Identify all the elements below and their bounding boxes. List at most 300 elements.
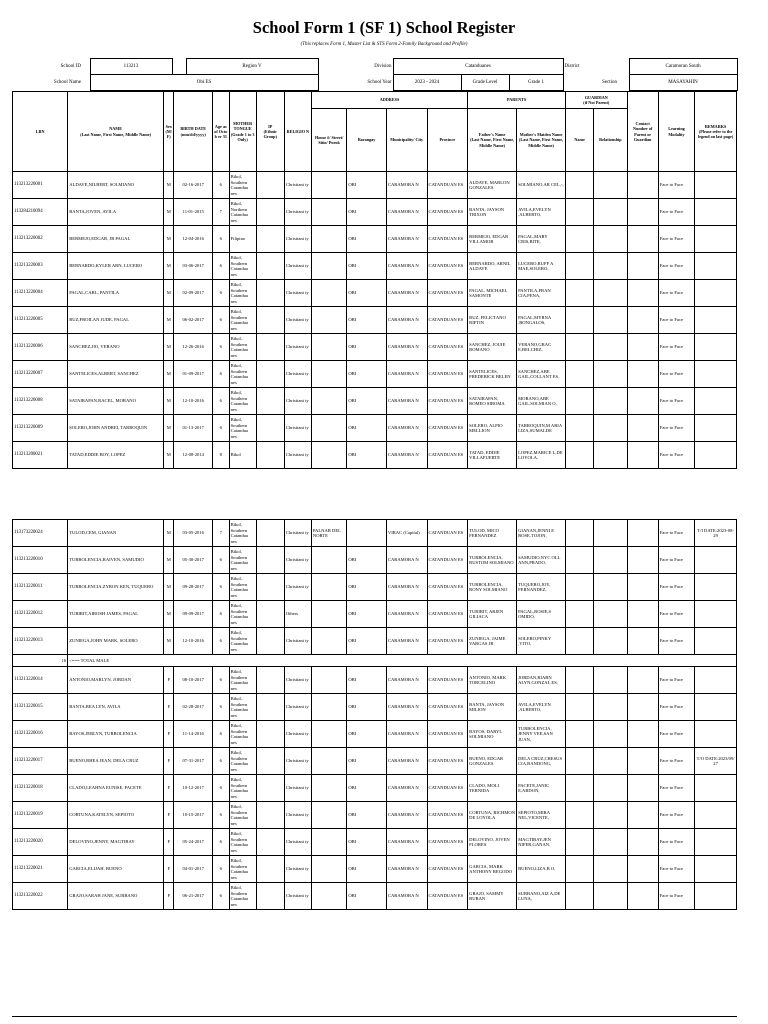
school-name-value: Obi ES [90,75,318,91]
col-age: Age as of Octob er 31 [212,92,229,172]
cell-birthdate: 12-10-2016 [174,628,213,655]
school-year-label: School Year [367,79,392,85]
cell-guardian-relationship [594,334,627,361]
cell-municipality: CARAMORA N [386,775,427,802]
table-row [13,883,737,910]
cell-guardian-relationship [594,775,627,802]
col-mother: Mother's Maiden Name (Last Name, First Name, Middle Name) [517,109,566,172]
cell-age: 7 [212,520,229,547]
cell-guardian-relationship [594,172,627,199]
cell-birthdate: 02-16-2017 [174,172,213,199]
cell-name: GRAJO,SARAH JANE, SURBANO [68,883,164,910]
cell-lrn: 113213220020 [13,829,68,856]
total-male-row [13,655,737,667]
cell-sex: F [164,883,174,910]
cell-ip [256,601,284,628]
cell-guardian-name [566,721,594,748]
cell-mother: TUQUERO,JOY, FERNANDEZ, [517,574,566,601]
cell-birthdate: 09-09-2017 [174,601,213,628]
cell-mother: LUCERO,RUFF A MAE,SOLERO, [517,253,566,280]
cell-municipality: CARAMORA N [386,856,427,883]
cell-guardian-relationship [594,667,627,694]
cell-remarks [695,199,737,226]
register-table-page1 [12,91,737,469]
cell-mother-tongue: Bikol, Southern Catandua nes [229,307,256,334]
table-row [13,280,737,307]
cell-province: CATANDUAN ES [427,280,468,307]
cell-contact [627,721,658,748]
cell-remarks [695,172,737,199]
cell-remarks [695,226,737,253]
cell-house [311,748,346,775]
cell-age: 6 [212,883,229,910]
cell-house [311,334,346,361]
cell-learning-modality: Face to Face [658,388,694,415]
cell-province: CATANDUAN ES [427,442,468,469]
cell-age: 8 [212,442,229,469]
cell-sex: M [164,253,174,280]
cell-mother: SOLMIANO,AR CEL,-, [517,172,566,199]
cell-guardian-relationship [594,829,627,856]
cell-municipality: CARAMORA N [386,172,427,199]
cell-father: SANCHEZ, JOUIE ROMANO [468,334,517,361]
cell-lrn: 113213220003 [13,253,68,280]
cell-age: 6 [212,721,229,748]
cell-learning-modality: Face to Face [658,172,694,199]
cell-municipality: CARAMORA N [386,883,427,910]
cell-house [311,802,346,829]
table-row [13,226,737,253]
cell-municipality: CARAMORA N [386,547,427,574]
cell-religion: Christiani ty [284,415,311,442]
cell-ip [256,721,284,748]
cell-house [311,280,346,307]
cell-municipality: CARAMORA N [386,442,427,469]
cell-province: CATANDUAN ES [427,829,468,856]
cell-religion: Christiani ty [284,442,311,469]
cell-mother-tongue: Bikol, Southern Catandua nes [229,574,256,601]
cell-learning-modality: Face to Face [658,883,694,910]
cell-guardian-relationship [594,415,627,442]
cell-religion: Christiani ty [284,829,311,856]
cell-lrn: 113213220015 [13,694,68,721]
cell-mother-tongue: Bikol, Southern Catandua nes [229,253,256,280]
cell-province: CATANDUAN ES [427,361,468,388]
cell-mother-tongue: Bikol, Southern Catandua nes [229,415,256,442]
cell-religion: Christiani ty [284,334,311,361]
cell-province: CATANDUAN ES [427,172,468,199]
cell-age: 6 [212,172,229,199]
cell-guardian-name [566,172,594,199]
cell-father: SOLERO, ALPIO MELLION [468,415,517,442]
cell-province: CATANDUAN ES [427,601,468,628]
cell-municipality: CARAMORA N [386,721,427,748]
cell-birthdate: 12-08-2014 [174,442,213,469]
cell-name: RUZ,FROILAN JUDE, PAGAL [68,307,164,334]
cell-remarks [695,856,737,883]
cell-mother: PACETE,JANIC E,ARDON, [517,775,566,802]
cell-house [311,574,346,601]
cell-age: 7 [212,199,229,226]
cell-remarks [695,442,737,469]
cell-guardian-name [566,802,594,829]
cell-mother: SAMUDIO,NYC OLL ANN,PRADO, [517,547,566,574]
cell-name: ZUNIEGA,JOHN MARK, SOLERO [68,628,164,655]
cell-learning-modality: Face to Face [658,334,694,361]
cell-sex: F [164,667,174,694]
col-religion: RELIGIO N [284,92,311,172]
cell-guardian-name [566,667,594,694]
cell-father: BAYOS, DARYL SOLMIANO [468,721,517,748]
cell-father: ZUNIEGA, JAIME VARGAS JR [468,628,517,655]
cell-municipality: CARAMORA N [386,628,427,655]
cell-lrn: 113213220017 [13,748,68,775]
cell-father: TULOD, MICO FERNANDEZ [468,520,517,547]
cell-house [311,415,346,442]
cell-name: TULOD,CEM, GIANAN [68,520,164,547]
cell-father: RUZ, FELICTANO RIFTIN [468,307,517,334]
section-label: Section [602,79,618,85]
cell-guardian-relationship [594,307,627,334]
cell-guardian-name [566,226,594,253]
cell-father: TURIRIT, ARJEN GILIACA [468,601,517,628]
cell-birthdate: 04-01-2017 [174,856,213,883]
cell-age: 6 [212,388,229,415]
cell-learning-modality: Face to Face [658,721,694,748]
cell-sex: M [164,361,174,388]
cell-guardian-relationship [594,883,627,910]
cell-learning-modality: Face to Face [658,226,694,253]
cell-learning-modality: Face to Face [658,856,694,883]
cell-contact [627,775,658,802]
cell-contact [627,307,658,334]
cell-province: CATANDUAN ES [427,802,468,829]
col-ip: IP (Ethnic Group) [256,92,284,172]
cell-sex: M [164,601,174,628]
cell-lrn: 113213220019 [13,802,68,829]
col-parents: PARENTS [468,92,566,109]
cell-lrn: 113213220016 [13,721,68,748]
cell-age: 6 [212,280,229,307]
cell-guardian-relationship [594,280,627,307]
table-row [13,307,737,334]
cell-barangay: OBI [347,883,387,910]
register-table-page2 [12,519,737,910]
cell-sex: M [164,628,174,655]
cell-sex: M [164,172,174,199]
cell-learning-modality: Face to Face [658,280,694,307]
cell-mother-tongue: Bikol, Southern Catandua nes [229,520,256,547]
cell-contact [627,601,658,628]
cell-ip [256,253,284,280]
cell-lrn: 113213220011 [13,574,68,601]
cell-birthdate: 06-02-2017 [174,307,213,334]
cell-religion: Christiani ty [284,520,311,547]
cell-religion: Christiani ty [284,280,311,307]
cell-barangay: OBI [347,199,387,226]
cell-mother: PAGAL,MARY CRIS,BITE, [517,226,566,253]
cell-lrn: 113213220002 [13,226,68,253]
cell-name: DELOVINO,JENNY, MAGTIBAY [68,829,164,856]
cell-age: 6 [212,361,229,388]
cell-province: CATANDUAN ES [427,547,468,574]
table-row [13,667,737,694]
cell-barangay [347,520,387,547]
cell-religion: Christiani ty [284,667,311,694]
cell-guardian-name [566,388,594,415]
cell-contact [627,694,658,721]
cell-house [311,883,346,910]
cell-lrn: 113213220012 [13,601,68,628]
cell-house [311,226,346,253]
cell-house [311,721,346,748]
cell-municipality: CARAMORA N [386,415,427,442]
col-house: House #/ Street/ Sitio/ Purok [311,109,346,172]
cell-remarks [695,547,737,574]
cell-learning-modality: Face to Face [658,601,694,628]
cell-birthdate: 05-24-2017 [174,829,213,856]
cell-guardian-name [566,199,594,226]
cell-remarks [695,721,737,748]
cell-guardian-name [566,334,594,361]
cell-name: CLADO,LEAHNA EUNISE, PACETE [68,775,164,802]
cell-sex: M [164,442,174,469]
table-row [13,694,737,721]
cell-barangay: OBI [347,280,387,307]
cell-guardian-relationship [594,520,627,547]
cell-guardian-relationship [594,388,627,415]
cell-mother: TURBOLENCIA, JENNY VEE,SAN JUAN, [517,721,566,748]
cell-birthdate: 01-13-2017 [174,415,213,442]
cell-barangay: OBI [347,748,387,775]
cell-religion: Christiani ty [284,694,311,721]
table-row [13,721,737,748]
cell-province: CATANDUAN ES [427,694,468,721]
cell-ip [256,442,284,469]
cell-mother-tongue: Bikol, Southern Catandua nes [229,172,256,199]
table-row [13,253,737,280]
cell-guardian-relationship [594,253,627,280]
cell-ip [256,829,284,856]
cell-contact [627,748,658,775]
cell-contact [627,415,658,442]
cell-lrn: 113213220022 [13,883,68,910]
cell-father: ALDAVE, MARLON GONZALES [468,172,517,199]
cell-guardian-name [566,829,594,856]
cell-mother-tongue: Bikol, Southern Catandua nes [229,883,256,910]
cell-province: CATANDUAN ES [427,199,468,226]
cell-remarks [695,574,737,601]
cell-father: BERNARDO, ARNIL ALDAVE [468,253,517,280]
cell-house: PALNAB DEL NORTE [311,520,346,547]
cell-house [311,199,346,226]
cell-learning-modality: Face to Face [658,748,694,775]
cell-guardian-name [566,253,594,280]
cell-contact [627,520,658,547]
cell-mother: VERANO,GRAC E,BELCHIZ, [517,334,566,361]
cell-guardian-relationship [594,694,627,721]
cell-ip [256,361,284,388]
cell-birthdate: 07-31-2017 [174,748,213,775]
cell-guardian-relationship [594,748,627,775]
col-learning-modality: Learning Modality [658,92,694,172]
cell-remarks [695,280,737,307]
cell-contact [627,628,658,655]
page-footer-line [12,1016,737,1017]
cell-municipality: CARAMORA N [386,748,427,775]
cell-lrn: 113213220005 [13,307,68,334]
cell-house [311,361,346,388]
cell-contact [627,361,658,388]
cell-mother: LOPEZ,MARICE L,DE LOYOLA, [517,442,566,469]
cell-name: TURBOLENCIA,RAIVEN, SAMUDIO [68,547,164,574]
cell-ip [256,388,284,415]
cell-name: TURBOLENCIA,ZYRON KEN, TUQUERO [68,574,164,601]
cell-guardian-relationship [594,721,627,748]
cell-province: CATANDUAN ES [427,415,468,442]
col-father: Father's Name (Last Name, First Name, Middle Name) [468,109,517,172]
cell-learning-modality: Face to Face [658,574,694,601]
col-contact: Contact Number of Parent or Guardian [627,92,658,172]
cell-age: 6 [212,253,229,280]
cell-lrn: 113213220008 [13,388,68,415]
cell-house [311,829,346,856]
cell-mother: PAGAL,MYRNA ,BONGALOS, [517,307,566,334]
cell-father: CORTUNA, RICHMON DE LOYOLA [468,802,517,829]
cell-mother-tongue: Bikol, Southern Catandua nes [229,547,256,574]
cell-name: PAGAL,CARL, PANTILA [68,280,164,307]
table-row [13,388,737,415]
cell-remarks [695,415,737,442]
cell-name: BAYOS,JERLYN, TURBOLENCIA [68,721,164,748]
cell-province: CATANDUAN ES [427,628,468,655]
cell-father: BUENO, EDGAR GONZALES [468,748,517,775]
cell-religion: Christiani ty [284,802,311,829]
cell-house [311,253,346,280]
cell-municipality: CARAMORA N [386,667,427,694]
cell-name: BUENO,RHEA JEAN, DELA CRUZ [68,748,164,775]
cell-mother-tongue: Bikol, Southern Catandua nes [229,829,256,856]
cell-age: 6 [212,574,229,601]
cell-religion: Christiani ty [284,628,311,655]
cell-birthdate: 01-09-2017 [174,361,213,388]
school-year-value: 2023 - 2024 [393,75,461,91]
cell-age: 6 [212,802,229,829]
cell-father: BERMEJO, EDGAR VILLAMOR [468,226,517,253]
cell-sex: M [164,226,174,253]
cell-name: ALDAVE,NILBERT, SOLMIANO [68,172,164,199]
grade-level-value: Grade 1 [509,75,563,91]
cell-birthdate: 11-14-2016 [174,721,213,748]
cell-municipality: CARAMORA N [386,280,427,307]
cell-father: DELOVINO, JOVEN FLORES [468,829,517,856]
cell-municipality: CARAMORA N [386,334,427,361]
district-value: Caramoran South [629,59,737,75]
cell-ip [256,334,284,361]
cell-barangay: OBI [347,721,387,748]
cell-mother-tongue: Bikol, Southern Catandua nes [229,802,256,829]
cell-house [311,442,346,469]
cell-guardian-relationship [594,361,627,388]
cell-house [311,172,346,199]
cell-father: SANTELICES, FREDERICK BELEN [468,361,517,388]
cell-mother: SEPIOTO,MIRA NEL,VICENTE, [517,802,566,829]
col-municipality: Municipality/ City [386,109,427,172]
cell-birthdate: 03-05-2016 [174,520,213,547]
cell-guardian-name [566,775,594,802]
cell-contact [627,280,658,307]
cell-mother: JORDAN,RIABN ALYN,GONZAL ES, [517,667,566,694]
cell-lrn: 113213220007 [13,361,68,388]
cell-barangay: OBI [347,574,387,601]
cell-barangay: OBI [347,253,387,280]
cell-learning-modality: Face to Face [658,547,694,574]
cell-house [311,775,346,802]
cell-remarks [695,802,737,829]
cell-barangay: OBI [347,172,387,199]
cell-barangay: OBI [347,802,387,829]
cell-mother-tongue: Filipino [229,226,256,253]
cell-birthdate: 10-12-2017 [174,775,213,802]
cell-learning-modality: Face to Face [658,802,694,829]
cell-house [311,694,346,721]
cell-age: 6 [212,334,229,361]
cell-age: 6 [212,694,229,721]
cell-mother-tongue: Bikol, Northern Catandua nes [229,199,256,226]
cell-lrn: 113284210094 [13,199,68,226]
cell-guardian-name [566,856,594,883]
cell-lrn: 113213220001 [13,172,68,199]
cell-mother-tongue: Bikol, Southern Catandua nes [229,601,256,628]
cell-religion: Christiani ty [284,388,311,415]
table-row [13,748,737,775]
cell-guardian-relationship [594,442,627,469]
cell-province: CATANDUAN ES [427,856,468,883]
form-subtitle: (This replaces Form 1, Master List & STS Form 2-Family Background and Profile) [300,42,468,47]
cell-birthdate: 03-06-2017 [174,253,213,280]
cell-sex: M [164,199,174,226]
school-id-label: School ID [60,63,81,69]
cell-house [311,388,346,415]
cell-guardian-name [566,415,594,442]
cell-guardian-name [566,748,594,775]
cell-guardian-relationship [594,802,627,829]
cell-contact [627,253,658,280]
col-remarks: REMARKS (Please refer to the legend on last page) [695,92,737,172]
cell-mother-tongue: Bikol, Southern Catandua nes [229,775,256,802]
cell-municipality: CARAMORA N [386,253,427,280]
cell-barangay: OBI [347,694,387,721]
cell-learning-modality: Face to Face [658,829,694,856]
cell-ip [256,226,284,253]
cell-remarks [695,307,737,334]
cell-municipality: CARAMORA N [386,388,427,415]
cell-name: CORTUNA,KATELYN, SEPIOTO [68,802,164,829]
cell-mother: DELA CRUZ,CRESUS CIA,BANDONG, [517,748,566,775]
cell-religion: Christiani ty [284,775,311,802]
cell-mother-tongue: Bikol, Southern Catandua nes [229,856,256,883]
cell-name: TURIRIT,AIROSH JAMES, PAGAL [68,601,164,628]
cell-remarks [695,628,737,655]
cell-mother: AVILA,EVELYN ,ALBERTO, [517,199,566,226]
grade-level-label: Grade Level [461,75,509,91]
cell-mother: PANTILA,FRAN CIA,PENA, [517,280,566,307]
cell-father: BANTA, JAYSON TRIXON [468,199,517,226]
cell-contact [627,802,658,829]
cell-contact [627,199,658,226]
cell-province: CATANDUAN ES [427,883,468,910]
cell-ip [256,280,284,307]
